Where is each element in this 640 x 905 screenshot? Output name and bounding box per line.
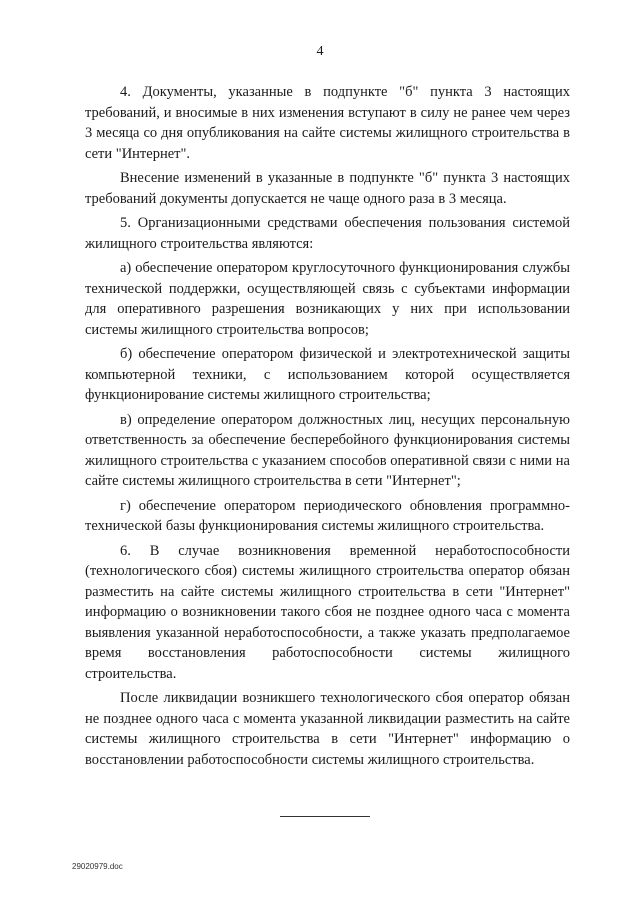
paragraph-5-b: б) обеспечение оператором физической и электротехнической защиты компьютерной техники, с использованием которой осуществляется функционирование системы жилищного строительства; [85, 346, 570, 403]
paragraph-4-amendment: Внесение изменений в указанные в подпункте "б" пункта 3 настоящих требований документы допускается не чаще одного раза в 3 месяца. [85, 170, 570, 207]
end-divider [280, 816, 370, 817]
document-body [85, 82, 570, 774]
paragraph-6-recovery: После ликвидации возникшего технологического сбоя оператор обязан не позднее одного часа с момента указанной ликвидации разместить на сайте системы жилищного строительства в сети "Интернет" информацию о восстановлении работоспособности системы жилищного строительства. [85, 690, 570, 768]
paragraph-5-v: в) определение оператором должностных лиц, несущих персональную ответственность за обеспечение бесперебойного функционирования системы жилищного строительства с указанием способов оперативной связи с ними на сайте системы жилищного строительства в сети "Интернет"; [85, 411, 570, 489]
page-number: 4 [316, 44, 324, 59]
footer-document-id: 29020979.doc [72, 862, 123, 871]
paragraph-5: 5. Организационными средствами обеспечения пользования системой жилищного строительства являются: [85, 215, 570, 252]
paragraph-6: 6. В случае возникновения временной неработоспособности (технологического сбоя) системы жилищного строительства оператор обязан разместить на сайте системы жилищного строительства в сети "Интернет" информацию о возникновении такого сбоя не позднее одного часа с момента выявления указанной неработоспособности, а также указать предполагаемое время восстановления работоспособности системы жилищного строительства. [85, 542, 570, 682]
paragraph-5-g: г) обеспечение оператором периодического обновления программно-технической базы функционирования системы жилищного строительства. [85, 497, 570, 534]
paragraph-5-a: а) обеспечение оператором круглосуточного функционирования службы технической поддержки, осуществляющей связь с субъектами информации для оперативного разрешения возникающих у них при использовании системы жилищного строительства вопросов; [85, 260, 570, 338]
paragraph-4: 4. Документы, указанные в подпункте "б" пункта 3 настоящих требований, и вносимые в них изменения вступают в силу не ранее чем через 3 месяца со дня опубликования на сайте системы жилищного строительства в сети "Интернет". [85, 84, 570, 162]
